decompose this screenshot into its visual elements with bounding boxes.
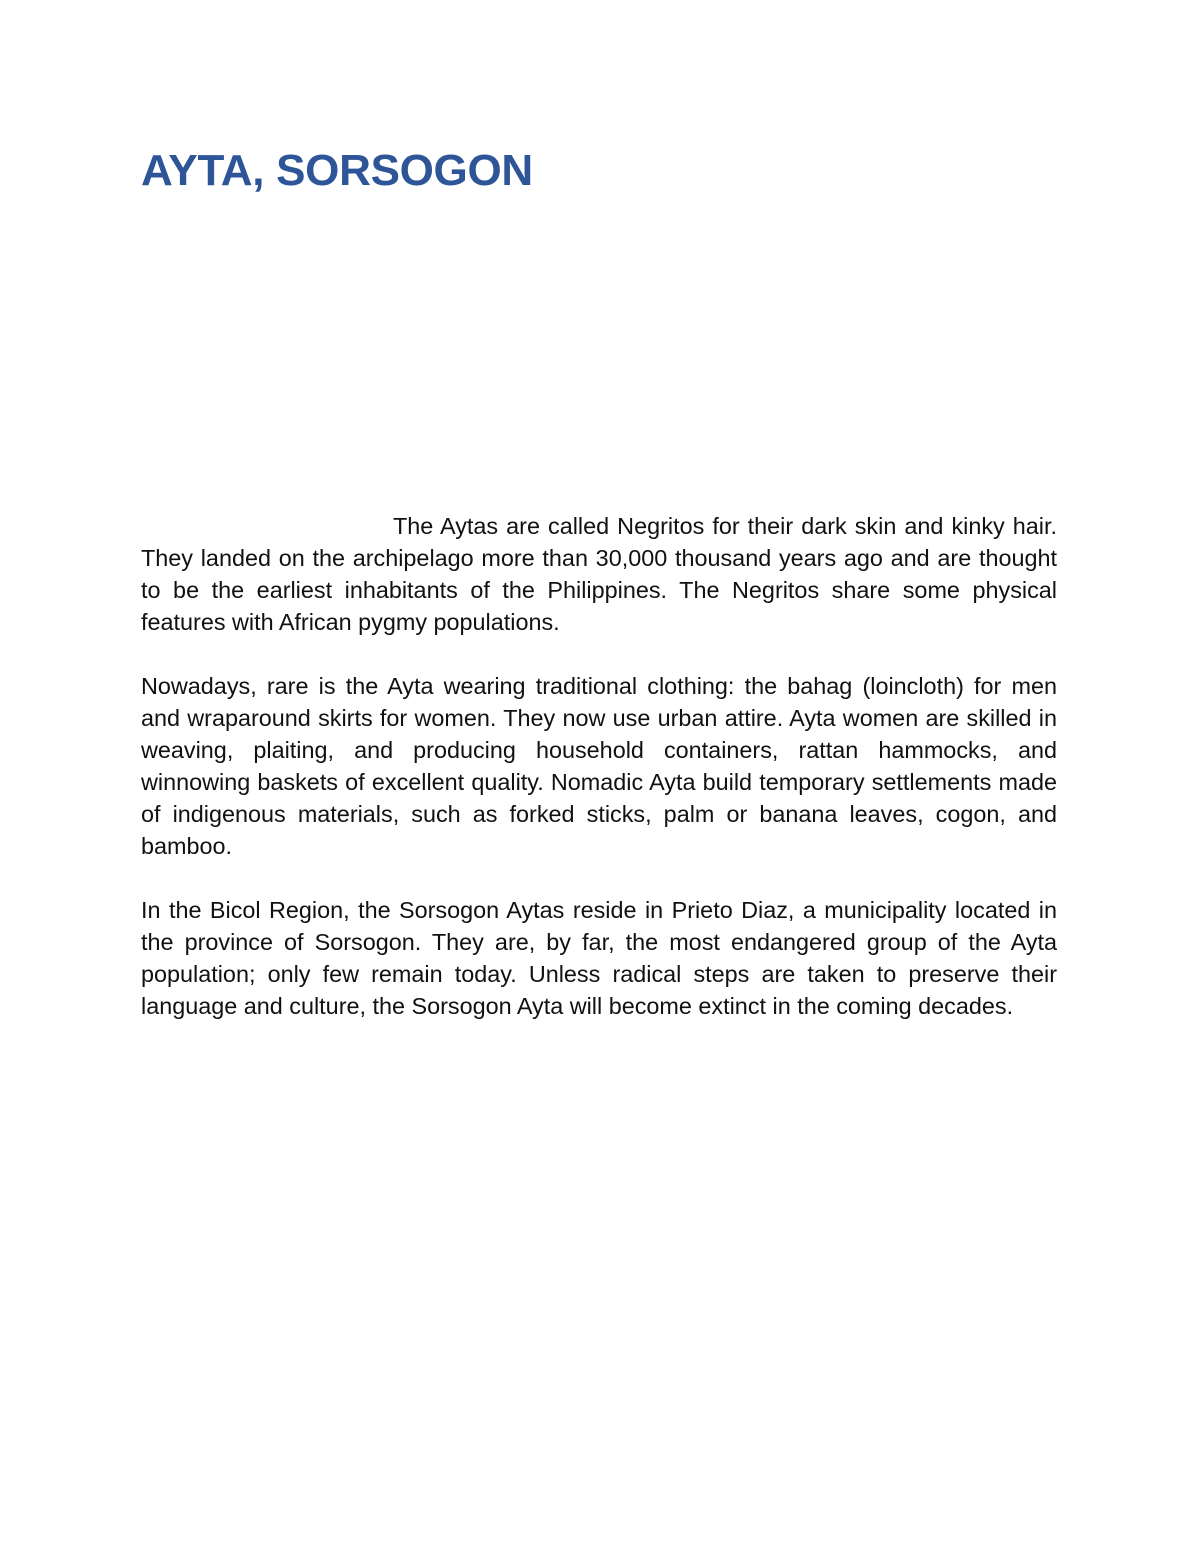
document-body bbox=[141, 510, 1057, 1054]
document-title: AYTA, SORSOGON bbox=[141, 146, 533, 195]
paragraph-clothing-and-crafts: Nowadays, rare is the Ayta wearing traditional clothing: the bahag (loincloth) for men and wraparound skirts for women. They now use urban attire. Ayta women are skilled in weaving, plaiting, and producing household containers, rattan hammocks, and winnowing baskets of excellent quality. Nomadic Ayta build temporary settlements made of indigenous materials, such as forked sticks, palm or banana leaves, cogon, and bamboo. bbox=[141, 673, 1057, 859]
paragraph-bicol-region: In the Bicol Region, the Sorsogon Aytas reside in Prieto Diaz, a municipality located in the province of Sorsogon. They are, by far, the most endangered group of the Ayta population; only few remain today. Unless radical steps are taken to preserve their language and culture, the Sorsogon Ayta will become extinct in the coming decades. bbox=[141, 897, 1057, 1019]
paragraph-intro: The Aytas are called Negritos for their dark skin and kinky hair. They landed on the archipelago more than 30,000 thousand years ago and are thought to be the earliest inhabitants of the Philippines. The Negritos share some physical features with African pygmy populations. bbox=[141, 513, 1057, 635]
